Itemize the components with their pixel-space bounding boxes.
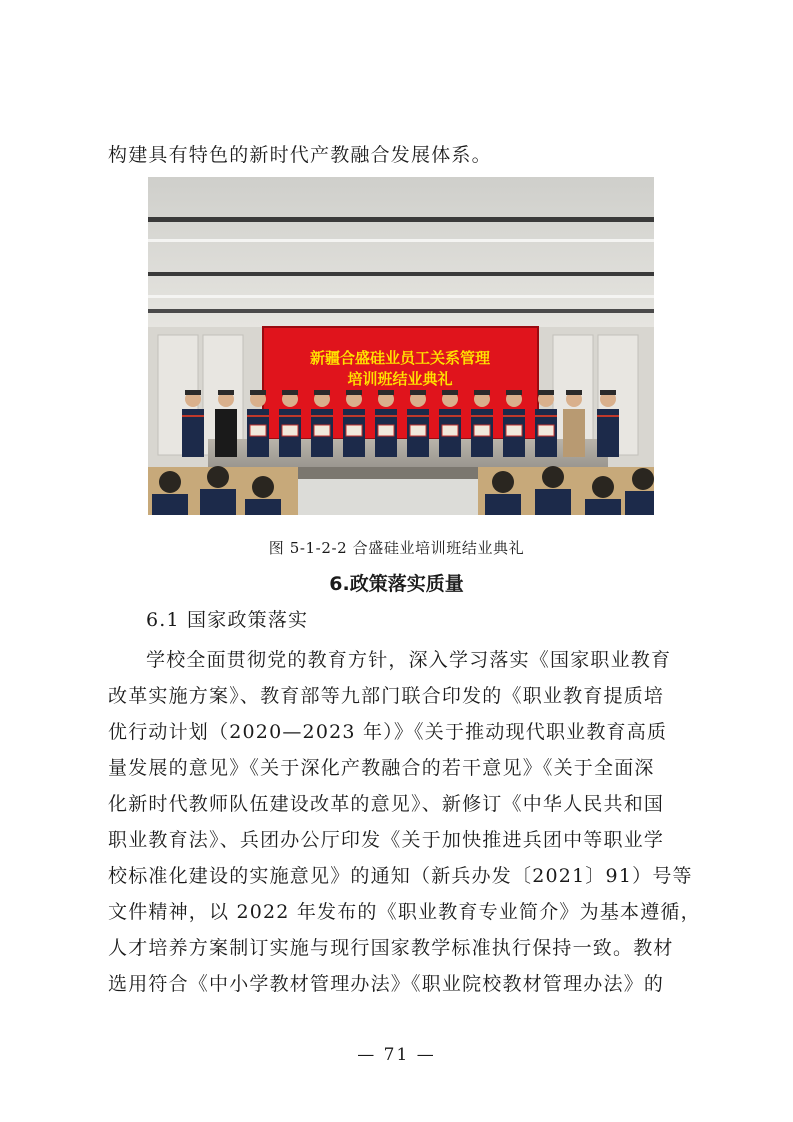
participant-figure: [343, 390, 365, 457]
participant-figure: [215, 390, 237, 457]
participant-figure: [311, 390, 333, 457]
banner-title-line-1: 新疆合盛硅业员工关系管理: [309, 349, 491, 367]
body-line: 校标准化建设的实施意见》的通知（新兵办发〔2021〕91）号等: [108, 865, 693, 887]
participant-figure: [439, 390, 461, 457]
subsection-heading: 6.1 国家政策落实: [146, 609, 309, 631]
figure-caption: 图 5-1-2-2 合盛硅业培训班结业典礼: [268, 539, 525, 557]
body-line: 人才培养方案制订实施与现行国家教学标准执行保持一致。教材: [108, 937, 674, 959]
page-number: — 71 —: [357, 1045, 436, 1065]
body-line: 优行动计划（2020—2023 年）》《关于推动现代职业教育高质: [108, 721, 668, 743]
body-line: 职业教育法》、兵团办公厅印发《关于加快推进兵团中等职业学: [108, 829, 665, 851]
intro-text-line: 构建具有特色的新时代产教融合发展体系。: [108, 144, 492, 166]
body-line: 量发展的意见》《关于深化产教融合的若干意见》《关于全面深: [108, 757, 655, 779]
body-line: 改革实施方案》、教育部等九部门联合印发的《职业教育提质培: [108, 685, 665, 707]
ceremony-photo: [148, 177, 654, 515]
banner-title-line-2: 培训班结业典礼: [347, 370, 453, 388]
participant-figure: [407, 390, 429, 457]
participant-figure: [182, 390, 204, 457]
participant-figure: [247, 390, 269, 457]
body-line: 化新时代教师队伍建设改革的意见》、新修订《中华人民共和国: [108, 793, 665, 815]
participant-figure: [597, 390, 619, 457]
participant-figure: [279, 390, 301, 457]
participant-figure: [563, 390, 585, 457]
participant-figure: [503, 390, 525, 457]
participant-figure: [535, 390, 557, 457]
body-line: 选用符合《中小学教材管理办法》《职业院校教材管理办法》的: [108, 973, 665, 995]
body-line: 学校全面贯彻党的教育方针，深入学习落实《国家职业教育: [146, 649, 672, 671]
participant-figure: [375, 390, 397, 457]
section-heading: 6.政策落实质量: [329, 573, 464, 595]
participant-figure: [471, 390, 493, 457]
body-line: 文件精神，以 2022 年发布的《职业教育专业简介》为基本遵循，: [108, 901, 701, 923]
